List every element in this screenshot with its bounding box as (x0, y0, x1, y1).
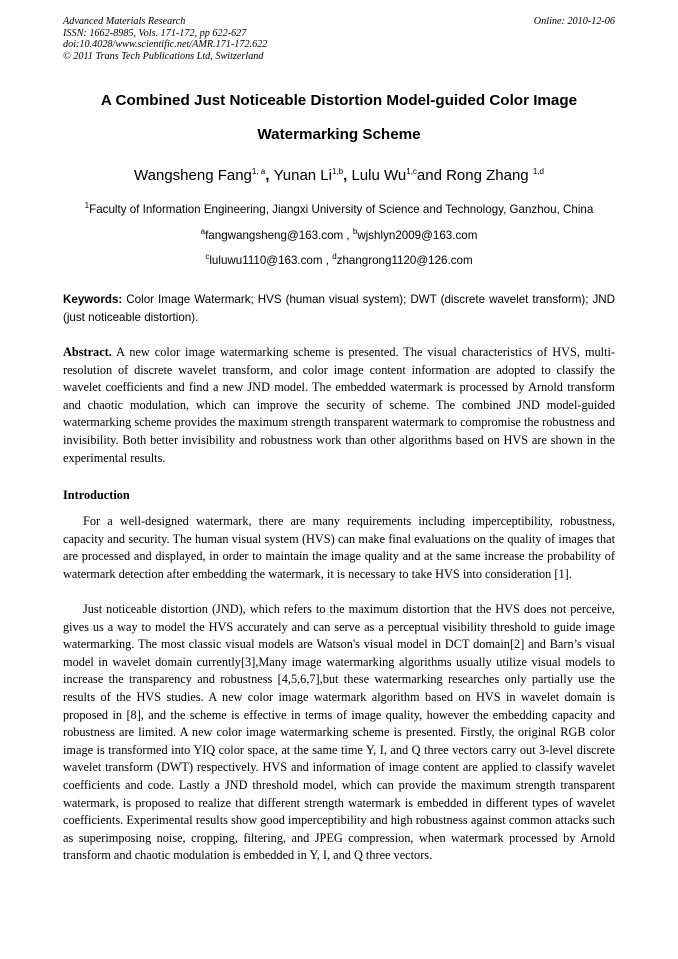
abstract (63, 344, 615, 467)
affiliation-superscript: 1 (84, 201, 90, 211)
affiliation (63, 203, 615, 216)
author-name: Yunan Li (273, 167, 332, 184)
email-text: zhangrong1120@126.com (336, 254, 473, 267)
email-superscript: b (352, 227, 358, 237)
journal-name: Advanced Materials Research (63, 16, 186, 27)
email-superscript: c (205, 252, 210, 262)
author-list (63, 167, 615, 184)
author-superscript: 1,d (532, 167, 544, 176)
email-line-1 (63, 229, 615, 242)
author-separator: , (265, 167, 274, 184)
email-superscript: d (332, 252, 337, 262)
author-superscript: 1,b (331, 167, 344, 176)
author-name: Rong Zhang (446, 167, 533, 184)
author-name: Lulu Wu (351, 167, 407, 184)
keywords (63, 291, 615, 326)
paper-title-line-2: Watermarking Scheme (257, 126, 421, 143)
doi-line: doi:10.4028/www.scientific.net/AMR.171-172.622 (63, 39, 268, 50)
author-separator: , (343, 167, 352, 184)
section-heading-introduction: Introduction (63, 488, 130, 502)
keywords-label: Keywords: (63, 293, 123, 306)
journal-header (63, 16, 615, 62)
introduction-paragraph-2: Just noticeable distortion (JND), which refers to the maximum distortion that the HVS does not perceive, gives us a way to model the HVS accurately and can serve as a perceptual visibility threshold to guide image watermarking. The most classic visual models are Watson's visual model in DCT domain[2] and Barn’s visual model in wavelet domain currently[3],Many image watermarking algorithms usually utilize visual models to increase the transparency and robustness [4,5,6,7],but these watermarking researches only partially use the results of the HVS studies. A new color image watermark algorithm based on HVS in wavelet domain is proposed in [8], and the scheme is effective in terms of image quality, however the embedding capacity and robustness are limited. A new color image watermarking scheme is presented. Firstly, the original RGB color image is transformed into YIQ color space, at the same time Y, I, and Q three vectors carry out 3-level discrete wavelet transform (DWT) respectively. HVS and information of image content are applied to classify wavelet coefficients and code. Lastly a JND threshold model, which can provide the maximum strength transparent watermark, is proposed to realize that different strength watermark is embedded in different types of wavelet coefficients. Experimental results show good imperceptibility and high robustness against common attacks such as superimposing noise, cropping, filtering, and JPEG compression, when watermark processed by Arnold transform and chaotic modulation is embedded in Y, I, and Q three vectors. (63, 602, 615, 863)
online-date: Online: 2010-12-06 (533, 16, 615, 27)
keywords-text: Color Image Watermark; HVS (human visual system); DWT (discrete wavelet transform); JND (just noticeable distortion). (63, 293, 615, 324)
abstract-label: Abstract. (63, 345, 112, 359)
paper-title-line-1: A Combined Just Noticeable Distortion Model-guided Color Image (100, 92, 578, 109)
email-text: wjshlyn2009@163.com (357, 229, 478, 242)
affiliation-text: Faculty of Information Engineering, Jiangxi University of Science and Technology, Ganzhou, China (89, 203, 594, 216)
issn-line: ISSN: 1662-8985, Vols. 171-172, pp 622-627 (63, 27, 247, 39)
author-name: Wangsheng Fang (134, 167, 252, 184)
author-superscript: 1,c (406, 167, 417, 176)
author-superscript: 1, a (251, 167, 266, 176)
introduction-paragraph-1: For a well-designed watermark, there are many requirements including imperceptibility, robustness, capacity and security. The human visual system (HVS) can make final evaluations on the quality of images that are processed and displayed, in order to maintain the image quality and at the same increase the probability of watermark detection after embedding the watermark, it is necessary to take HVS into consideration [1]. (63, 514, 615, 581)
author-separator: and (416, 167, 447, 184)
email-superscript: a (200, 227, 206, 237)
abstract-text: A new color image watermarking scheme is presented. The visual characteristics of HVS, multi-resolution of discrete wavelet transform, and color image content information are adopted to classify the wavelet coefficients and find a new JND model. The embedded watermark is processed by Arnold transform and chaotic modulation, which can improve the security of scheme. The combined JND model-guided watermarking scheme provides the maximum strength transparent watermark to compromise the robustness and invisibility. Both better invisibility and robustness work than other algorithms based on HVS are shown in the experimental results. (63, 345, 615, 465)
email-line-2 (63, 254, 615, 267)
copyright-line: © 2011 Trans Tech Publications Ltd, Switzerland (63, 50, 264, 62)
email-text: luluwu1110@163.com , (209, 254, 333, 267)
email-text: fangwangsheng@163.com , (205, 229, 353, 242)
